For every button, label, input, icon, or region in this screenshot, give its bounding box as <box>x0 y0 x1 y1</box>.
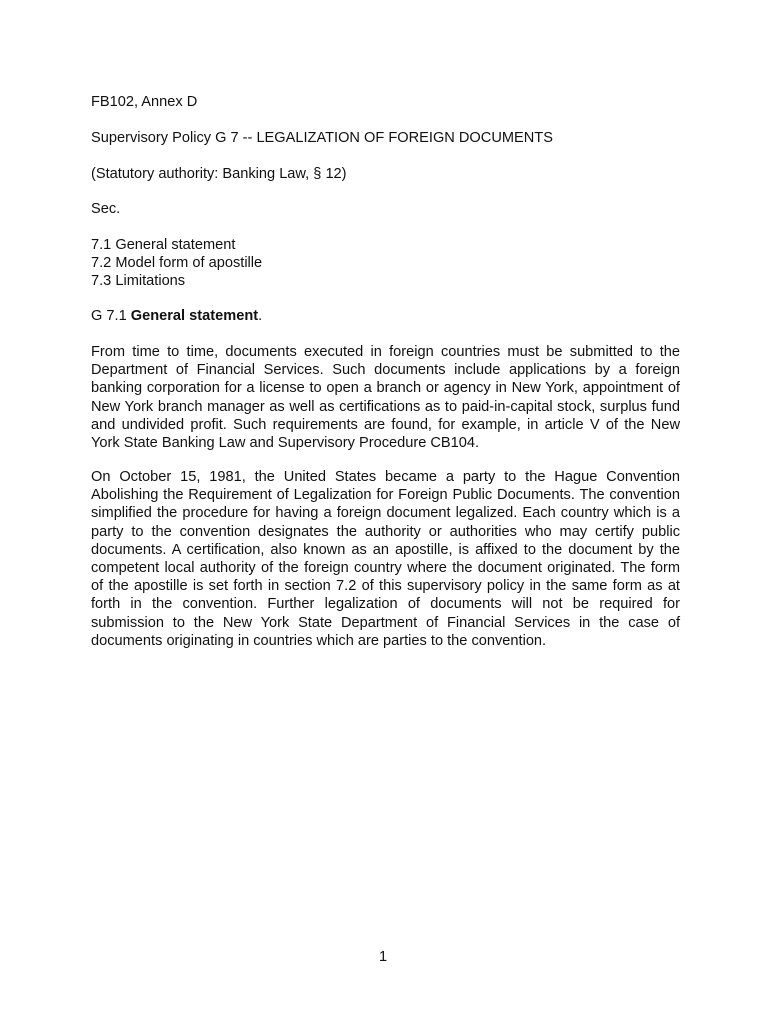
toc-item: 7.3 Limitations <box>91 273 186 290</box>
toc-item: 7.2 Model form of apostille <box>91 255 263 272</box>
section-heading-period: . <box>258 308 263 324</box>
annex-label: FB102, Annex D <box>91 94 198 110</box>
statutory-authority: (Statutory authority: Banking Law, § 12) <box>91 166 347 182</box>
section-title: General statement <box>130 308 259 324</box>
sec-label: Sec. <box>91 201 121 217</box>
section-heading <box>91 307 680 325</box>
paragraph-hague-convention: On October 15, 1981, the United States became a party to the Hague Convention Abolishing the Requirement of Legalization for Foreign Public Documents. The convention simplified the procedure for having a foreign document legalized. Each country which is a party to the convention designates the authority or authorities who may certify public documents. A certification, also known as an apostille, is affixed to the document by the competent local authority of the foreign country where the document originated. The form of the apostille is set forth in section 7.2 of this supervisory policy in the same form as at forth in the convention. Further legalization of documents will not be required for submission to the New York State Department of Financial Services in the case of documents originating in countries which are parties to the convention. <box>91 469 680 649</box>
section-number: G 7.1 <box>91 308 131 324</box>
paragraph-intro: From time to time, documents executed in foreign countries must be submitted to the Department of Financial Services. Such documents include applications by a foreign banking corporation for a license to open a branch or agency in New York, appointment of New York branch manager as well as certifications as to paid-in-capital stock, surplus fund and undivided profit. Such requirements are found, for example, in article V of the New York State Banking Law and Supervisory Procedure CB104. <box>91 344 680 452</box>
policy-title: Supervisory Policy G 7 -- LEGALIZATION OF FOREIGN DOCUMENTS <box>91 130 553 146</box>
toc-item: 7.1 General statement <box>91 237 236 253</box>
table-of-contents <box>91 236 680 291</box>
page-number: 1 <box>378 949 388 965</box>
